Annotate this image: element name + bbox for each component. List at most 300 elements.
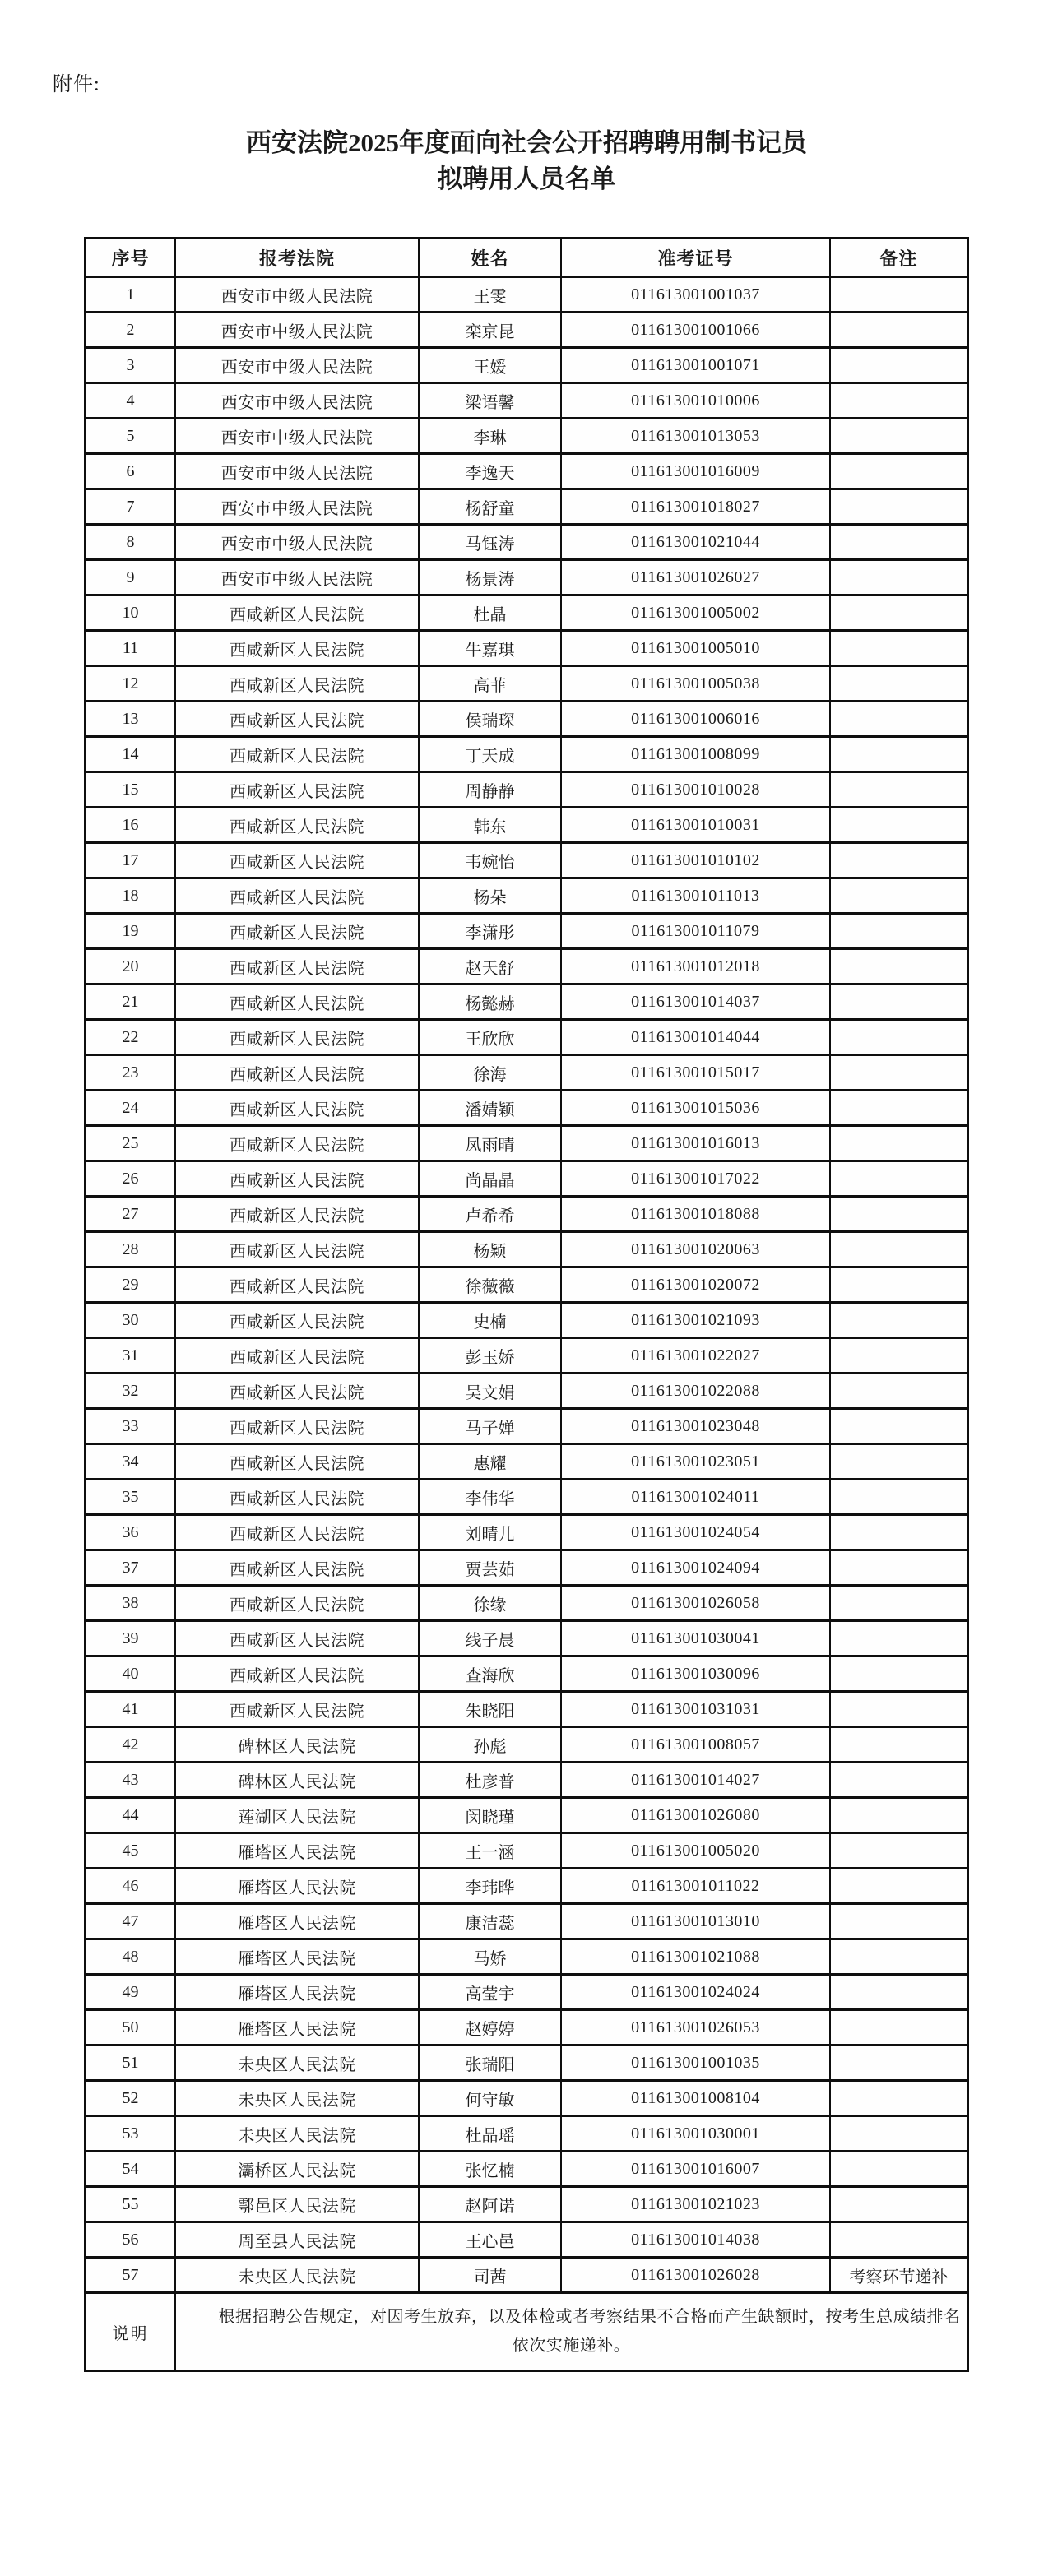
table-row (86, 1232, 968, 1267)
table-row (86, 1939, 968, 1975)
note-text: 根据招聘公告规定，对因考生放弃，以及体检或者考察结果不合格而产生缺额时，按考生总成绩排名依次实施递补。 (175, 2293, 968, 2371)
cell-ticket: 011613001022088 (561, 1374, 830, 1409)
table-row (86, 1409, 968, 1444)
cell-name: 贾芸茹 (419, 1550, 561, 1586)
cell-no: 1 (86, 277, 175, 313)
cell-no: 13 (86, 702, 175, 737)
cell-ticket: 011613001024094 (561, 1550, 830, 1586)
cell-court: 西咸新区人民法院 (175, 808, 419, 843)
cell-remark (830, 1763, 967, 1798)
cell-no: 10 (86, 595, 175, 631)
table-row (86, 595, 968, 631)
cell-court: 西咸新区人民法院 (175, 595, 419, 631)
cell-ticket: 011613001030001 (561, 2116, 830, 2152)
cell-no: 23 (86, 1055, 175, 1091)
column-header-2: 姓名 (419, 239, 561, 277)
cell-court: 西安市中级人民法院 (175, 277, 419, 313)
table-row (86, 2046, 968, 2081)
cell-court: 西咸新区人民法院 (175, 1586, 419, 1621)
cell-name: 彭玉娇 (419, 1338, 561, 1374)
cell-court: 西咸新区人民法院 (175, 1409, 419, 1444)
cell-court: 西咸新区人民法院 (175, 878, 419, 914)
cell-name: 杨朵 (419, 878, 561, 914)
cell-ticket: 011613001011079 (561, 914, 830, 949)
cell-ticket: 011613001008104 (561, 2081, 830, 2116)
cell-remark (830, 489, 967, 525)
cell-remark (830, 949, 967, 985)
cell-no: 40 (86, 1656, 175, 1692)
cell-court: 西咸新区人民法院 (175, 1267, 419, 1303)
column-header-1: 报考法院 (175, 239, 419, 277)
table-row (86, 1550, 968, 1586)
table-row (86, 631, 968, 666)
cell-name: 闵晓瑾 (419, 1798, 561, 1833)
cell-remark (830, 419, 967, 454)
cell-name: 马子婵 (419, 1409, 561, 1444)
cell-no: 11 (86, 631, 175, 666)
table-row (86, 1267, 968, 1303)
cell-remark (830, 878, 967, 914)
cell-remark (830, 525, 967, 560)
cell-ticket: 011613001014044 (561, 1020, 830, 1055)
cell-remark (830, 1374, 967, 1409)
cell-ticket: 011613001005010 (561, 631, 830, 666)
cell-ticket: 011613001030096 (561, 1656, 830, 1692)
cell-court: 西咸新区人民法院 (175, 1480, 419, 1515)
cell-name: 史楠 (419, 1303, 561, 1338)
table-row (86, 1444, 968, 1480)
cell-court: 西咸新区人民法院 (175, 772, 419, 808)
cell-remark: 考察环节递补 (830, 2258, 967, 2293)
cell-ticket: 011613001021044 (561, 525, 830, 560)
table-row (86, 1374, 968, 1409)
cell-remark (830, 1515, 967, 1550)
roster-table-container (84, 237, 969, 2372)
cell-name: 徐缘 (419, 1586, 561, 1621)
cell-name: 张瑞阳 (419, 2046, 561, 2081)
table-row (86, 772, 968, 808)
cell-remark (830, 2152, 967, 2187)
cell-ticket: 011613001026080 (561, 1798, 830, 1833)
table-row (86, 878, 968, 914)
cell-ticket: 011613001005038 (561, 666, 830, 702)
cell-no: 3 (86, 348, 175, 383)
cell-remark (830, 1338, 967, 1374)
cell-court: 西咸新区人民法院 (175, 1197, 419, 1232)
table-row (86, 1621, 968, 1656)
cell-name: 李伟华 (419, 1480, 561, 1515)
table-body (86, 277, 968, 2293)
cell-remark (830, 1267, 967, 1303)
cell-ticket: 011613001026058 (561, 1586, 830, 1621)
table-header (86, 239, 968, 277)
cell-remark (830, 737, 967, 772)
cell-ticket: 011613001013053 (561, 419, 830, 454)
cell-ticket: 011613001026053 (561, 2010, 830, 2046)
table-row (86, 808, 968, 843)
cell-court: 未央区人民法院 (175, 2081, 419, 2116)
cell-no: 7 (86, 489, 175, 525)
table-row (86, 419, 968, 454)
cell-no: 24 (86, 1091, 175, 1126)
cell-remark (830, 1444, 967, 1480)
table-row (86, 1126, 968, 1161)
table-footer (86, 2293, 968, 2371)
cell-no: 12 (86, 666, 175, 702)
cell-court: 西咸新区人民法院 (175, 702, 419, 737)
cell-court: 西咸新区人民法院 (175, 1232, 419, 1267)
cell-no: 14 (86, 737, 175, 772)
cell-remark (830, 2222, 967, 2258)
cell-ticket: 011613001013010 (561, 1904, 830, 1939)
cell-court: 未央区人民法院 (175, 2258, 419, 2293)
cell-name: 赵天舒 (419, 949, 561, 985)
cell-no: 36 (86, 1515, 175, 1550)
cell-remark (830, 383, 967, 419)
cell-name: 杨景涛 (419, 560, 561, 595)
cell-no: 18 (86, 878, 175, 914)
cell-court: 雁塔区人民法院 (175, 1939, 419, 1975)
cell-remark (830, 2010, 967, 2046)
cell-remark (830, 1055, 967, 1091)
cell-ticket: 011613001016007 (561, 2152, 830, 2187)
table-row (86, 949, 968, 985)
table-row (86, 843, 968, 878)
cell-name: 王一涵 (419, 1833, 561, 1869)
cell-no: 57 (86, 2258, 175, 2293)
page-title (0, 125, 1053, 197)
cell-court: 西咸新区人民法院 (175, 1656, 419, 1692)
cell-ticket: 011613001024054 (561, 1515, 830, 1550)
cell-remark (830, 1656, 967, 1692)
cell-court: 碑林区人民法院 (175, 1763, 419, 1798)
cell-remark (830, 843, 967, 878)
cell-no: 37 (86, 1550, 175, 1586)
cell-name: 马娇 (419, 1939, 561, 1975)
cell-name: 李潇彤 (419, 914, 561, 949)
cell-court: 西咸新区人民法院 (175, 1055, 419, 1091)
cell-no: 9 (86, 560, 175, 595)
table-row (86, 1692, 968, 1727)
cell-court: 西咸新区人民法院 (175, 843, 419, 878)
cell-name: 惠耀 (419, 1444, 561, 1480)
cell-no: 29 (86, 1267, 175, 1303)
cell-remark (830, 1020, 967, 1055)
cell-no: 2 (86, 313, 175, 348)
cell-remark (830, 2081, 967, 2116)
cell-remark (830, 1833, 967, 1869)
cell-court: 西咸新区人民法院 (175, 1515, 419, 1550)
cell-ticket: 011613001015017 (561, 1055, 830, 1091)
cell-ticket: 011613001014027 (561, 1763, 830, 1798)
table-row (86, 1586, 968, 1621)
cell-court: 西咸新区人民法院 (175, 949, 419, 985)
cell-name: 杨懿赫 (419, 985, 561, 1020)
cell-name: 线子晨 (419, 1621, 561, 1656)
cell-no: 46 (86, 1869, 175, 1904)
table-row (86, 1055, 968, 1091)
cell-no: 48 (86, 1939, 175, 1975)
cell-remark (830, 1904, 967, 1939)
cell-ticket: 011613001030041 (561, 1621, 830, 1656)
cell-ticket: 011613001021088 (561, 1939, 830, 1975)
cell-name: 牛嘉琪 (419, 631, 561, 666)
cell-remark (830, 1409, 967, 1444)
table-row (86, 348, 968, 383)
cell-remark (830, 277, 967, 313)
cell-ticket: 011613001010028 (561, 772, 830, 808)
cell-court: 西咸新区人民法院 (175, 1692, 419, 1727)
cell-court: 鄠邑区人民法院 (175, 2187, 419, 2222)
cell-court: 周至县人民法院 (175, 2222, 419, 2258)
cell-court: 西安市中级人民法院 (175, 454, 419, 489)
cell-name: 康洁蕊 (419, 1904, 561, 1939)
table-row (86, 1480, 968, 1515)
cell-name: 侯瑞琛 (419, 702, 561, 737)
cell-remark (830, 313, 967, 348)
cell-name: 李琳 (419, 419, 561, 454)
cell-remark (830, 2046, 967, 2081)
cell-remark (830, 666, 967, 702)
cell-name: 王欣欣 (419, 1020, 561, 1055)
table-row (86, 313, 968, 348)
table-row (86, 525, 968, 560)
cell-ticket: 011613001010102 (561, 843, 830, 878)
cell-name: 朱晓阳 (419, 1692, 561, 1727)
table-row (86, 2187, 968, 2222)
cell-name: 孙彪 (419, 1727, 561, 1763)
table-row (86, 1833, 968, 1869)
table-row (86, 1197, 968, 1232)
cell-court: 西安市中级人民法院 (175, 489, 419, 525)
cell-name: 梁语馨 (419, 383, 561, 419)
cell-name: 卢希希 (419, 1197, 561, 1232)
cell-name: 查海欣 (419, 1656, 561, 1692)
cell-name: 李逸天 (419, 454, 561, 489)
cell-ticket: 011613001016013 (561, 1126, 830, 1161)
cell-court: 西咸新区人民法院 (175, 1374, 419, 1409)
cell-name: 张忆楠 (419, 2152, 561, 2187)
cell-no: 34 (86, 1444, 175, 1480)
table-row (86, 1975, 968, 2010)
cell-court: 西咸新区人民法院 (175, 1621, 419, 1656)
cell-no: 43 (86, 1763, 175, 1798)
cell-name: 韦婉怡 (419, 843, 561, 878)
table-row (86, 2081, 968, 2116)
cell-no: 8 (86, 525, 175, 560)
cell-court: 西咸新区人民法院 (175, 1020, 419, 1055)
cell-remark (830, 1480, 967, 1515)
cell-name: 高莹宇 (419, 1975, 561, 2010)
cell-no: 32 (86, 1374, 175, 1409)
cell-remark (830, 1091, 967, 1126)
cell-court: 西咸新区人民法院 (175, 631, 419, 666)
cell-court: 西安市中级人民法院 (175, 348, 419, 383)
cell-court: 西咸新区人民法院 (175, 1338, 419, 1374)
cell-ticket: 011613001018027 (561, 489, 830, 525)
cell-name: 徐海 (419, 1055, 561, 1091)
cell-remark (830, 702, 967, 737)
column-header-3: 准考证号 (561, 239, 830, 277)
cell-no: 22 (86, 1020, 175, 1055)
cell-court: 雁塔区人民法院 (175, 1833, 419, 1869)
cell-court: 灞桥区人民法院 (175, 2152, 419, 2187)
table-row (86, 2152, 968, 2187)
table-row (86, 560, 968, 595)
cell-remark (830, 1798, 967, 1833)
cell-no: 27 (86, 1197, 175, 1232)
cell-ticket: 011613001024024 (561, 1975, 830, 2010)
table-row (86, 914, 968, 949)
cell-no: 53 (86, 2116, 175, 2152)
cell-no: 33 (86, 1409, 175, 1444)
cell-remark (830, 2187, 967, 2222)
cell-remark (830, 348, 967, 383)
cell-no: 44 (86, 1798, 175, 1833)
cell-remark (830, 1869, 967, 1904)
cell-name: 韩东 (419, 808, 561, 843)
cell-name: 赵婷婷 (419, 2010, 561, 2046)
cell-ticket: 011613001012018 (561, 949, 830, 985)
cell-ticket: 011613001026027 (561, 560, 830, 595)
table-row (86, 454, 968, 489)
table-row (86, 383, 968, 419)
page-title-line2: 拟聘用人员名单 (437, 164, 616, 194)
cell-name: 潘婧颖 (419, 1091, 561, 1126)
cell-court: 西咸新区人民法院 (175, 1161, 419, 1197)
cell-name: 杜彦普 (419, 1763, 561, 1798)
cell-no: 51 (86, 2046, 175, 2081)
cell-no: 21 (86, 985, 175, 1020)
cell-ticket: 011613001005002 (561, 595, 830, 631)
table-row (86, 1161, 968, 1197)
table-row (86, 1303, 968, 1338)
cell-ticket: 011613001023051 (561, 1444, 830, 1480)
table-row (86, 489, 968, 525)
cell-ticket: 011613001011013 (561, 878, 830, 914)
cell-ticket: 011613001023048 (561, 1409, 830, 1444)
cell-name: 栾京昆 (419, 313, 561, 348)
cell-ticket: 011613001001037 (561, 277, 830, 313)
table-row (86, 2258, 968, 2293)
table-row (86, 2116, 968, 2152)
cell-no: 19 (86, 914, 175, 949)
table-row (86, 1798, 968, 1833)
cell-no: 56 (86, 2222, 175, 2258)
cell-court: 西安市中级人民法院 (175, 419, 419, 454)
cell-ticket: 011613001020072 (561, 1267, 830, 1303)
table-row (86, 1515, 968, 1550)
cell-court: 西咸新区人民法院 (175, 1550, 419, 1586)
cell-remark (830, 1303, 967, 1338)
cell-remark (830, 1727, 967, 1763)
cell-no: 5 (86, 419, 175, 454)
cell-ticket: 011613001021023 (561, 2187, 830, 2222)
cell-name: 杨颖 (419, 1232, 561, 1267)
cell-ticket: 011613001006016 (561, 702, 830, 737)
cell-no: 38 (86, 1586, 175, 1621)
note-row (86, 2293, 968, 2371)
cell-no: 26 (86, 1161, 175, 1197)
cell-court: 西咸新区人民法院 (175, 737, 419, 772)
cell-remark (830, 1621, 967, 1656)
cell-court: 莲湖区人民法院 (175, 1798, 419, 1833)
cell-ticket: 011613001014038 (561, 2222, 830, 2258)
page-title-line1: 西安法院2025年度面向社会公开招聘聘用制书记员 (246, 128, 807, 157)
table-row (86, 1727, 968, 1763)
cell-ticket: 011613001010006 (561, 383, 830, 419)
table-row (86, 1338, 968, 1374)
cell-court: 雁塔区人民法院 (175, 1975, 419, 2010)
attachment-label: 附件: (53, 74, 100, 95)
cell-remark (830, 1232, 967, 1267)
cell-no: 25 (86, 1126, 175, 1161)
cell-name: 王媛 (419, 348, 561, 383)
cell-name: 杨舒童 (419, 489, 561, 525)
cell-name: 杜品瑶 (419, 2116, 561, 2152)
table-row (86, 2010, 968, 2046)
roster-table (84, 237, 969, 2372)
cell-ticket: 011613001021093 (561, 1303, 830, 1338)
cell-court: 西咸新区人民法院 (175, 1091, 419, 1126)
cell-no: 15 (86, 772, 175, 808)
table-row (86, 666, 968, 702)
cell-court: 西安市中级人民法院 (175, 313, 419, 348)
cell-remark (830, 595, 967, 631)
cell-court: 西咸新区人民法院 (175, 1303, 419, 1338)
cell-remark (830, 1975, 967, 2010)
cell-name: 赵阿诺 (419, 2187, 561, 2222)
cell-ticket: 011613001011022 (561, 1869, 830, 1904)
cell-no: 4 (86, 383, 175, 419)
cell-name: 高菲 (419, 666, 561, 702)
cell-remark (830, 808, 967, 843)
cell-court: 雁塔区人民法院 (175, 1869, 419, 1904)
cell-name: 周静静 (419, 772, 561, 808)
cell-ticket: 011613001024011 (561, 1480, 830, 1515)
cell-no: 17 (86, 843, 175, 878)
cell-court: 西安市中级人民法院 (175, 525, 419, 560)
cell-name: 李玮晔 (419, 1869, 561, 1904)
cell-no: 42 (86, 1727, 175, 1763)
cell-ticket: 011613001020063 (561, 1232, 830, 1267)
cell-no: 50 (86, 2010, 175, 2046)
cell-no: 6 (86, 454, 175, 489)
cell-court: 西咸新区人民法院 (175, 666, 419, 702)
note-label: 说明 (86, 2293, 175, 2371)
cell-ticket: 011613001031031 (561, 1692, 830, 1727)
cell-court: 西咸新区人民法院 (175, 914, 419, 949)
cell-ticket: 011613001015036 (561, 1091, 830, 1126)
table-row (86, 277, 968, 313)
cell-no: 39 (86, 1621, 175, 1656)
cell-remark (830, 985, 967, 1020)
header-row (86, 239, 968, 277)
cell-ticket: 011613001010031 (561, 808, 830, 843)
cell-remark (830, 631, 967, 666)
cell-no: 35 (86, 1480, 175, 1515)
column-header-0: 序号 (86, 239, 175, 277)
cell-remark (830, 1197, 967, 1232)
cell-remark (830, 454, 967, 489)
cell-remark (830, 1126, 967, 1161)
cell-name: 何守敏 (419, 2081, 561, 2116)
cell-court: 碑林区人民法院 (175, 1727, 419, 1763)
table-row (86, 985, 968, 1020)
cell-ticket: 011613001008057 (561, 1727, 830, 1763)
cell-ticket: 011613001016009 (561, 454, 830, 489)
cell-remark (830, 1550, 967, 1586)
